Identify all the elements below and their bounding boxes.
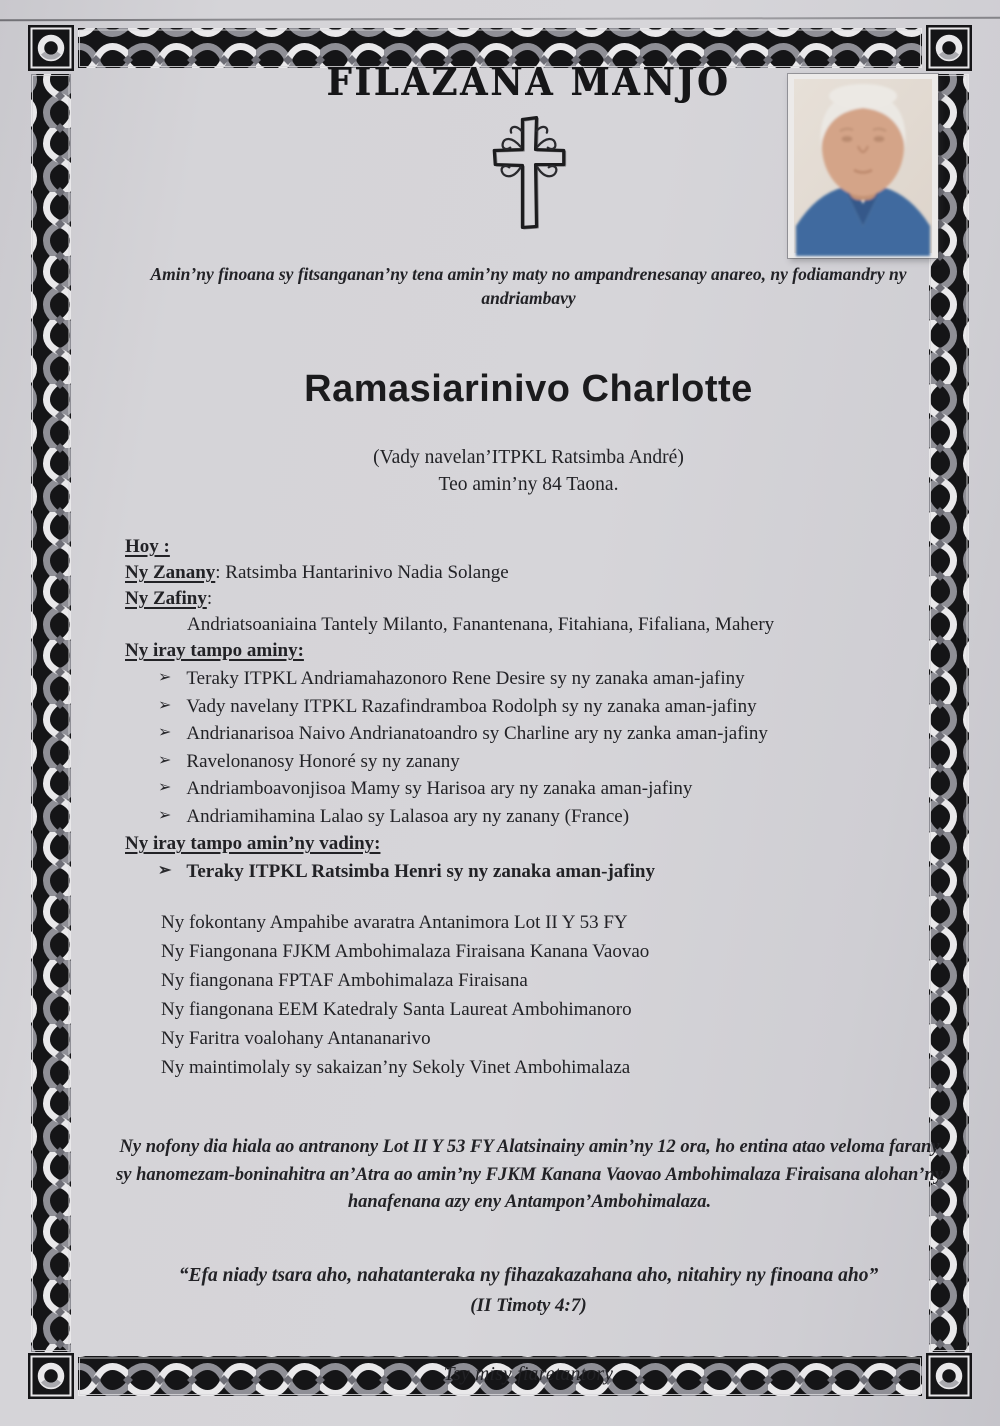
arrow-bullet-icon: ➢: [158, 751, 172, 769]
list-item: ➢ Teraky ITPKL Ratsimba Henri sy ny zanaka aman-jafiny: [158, 859, 932, 884]
spouse-siblings-list: [125, 859, 932, 884]
community-line: Ny Faritra voalohany Antananarivo: [161, 1027, 431, 1049]
children-value: : Ratsimba Hantarinivo Nadia Solange: [215, 562, 509, 584]
siblings-heading: Ny iray tampo aminy:: [125, 640, 304, 662]
closing-note: Tsy misy fiaretantory: [443, 1363, 614, 1385]
list-item: ➢ Andrianarisoa Naivo Andrianatoandro sy Charline ary ny zanka aman-jafiny: [158, 721, 932, 746]
list-item: ➢ Vady navelany ITPKL Razafindramboa Rodolph sy ny zanaka aman-jafiny: [158, 694, 932, 719]
list-item: ➢ Andriamboavonjisoa Mamy sy Harisoa ary ny zanaka aman-jafiny: [158, 776, 932, 801]
grandchildren-value: Andriatsoaniaina Tantely Milanto, Fanantenana, Fitahiana, Fifaliana, Mahery: [187, 614, 775, 636]
arrow-bullet-icon: ➢: [158, 862, 172, 880]
age-note: Teo amin’ny 84 Taona.: [438, 474, 619, 496]
list-item: ➢ Teraky ITPKL Andriamahazonoro Rene Desire sy ny zanaka aman-jafiny: [158, 666, 932, 691]
community-section: [125, 910, 932, 1082]
arrow-bullet-icon: ➢: [158, 696, 172, 714]
arrow-bullet-icon: ➢: [158, 724, 172, 742]
community-line: Ny fokontany Ampahibe avaratra Antanimora Lot II Y 53 FY: [161, 912, 628, 934]
portrait-photo: [788, 74, 938, 258]
children-label: Ny Zanany: [125, 562, 216, 584]
grandchildren-line: [125, 586, 932, 611]
children-line: [125, 560, 932, 585]
bible-quote: “Efa niady tsara aho, nahatanteraka ny fihazakazahana aho, nitahiry ny finoana aho”: [178, 1265, 879, 1287]
arrow-bullet-icon: ➢: [158, 668, 172, 686]
intro-text: Amin’ny finoana sy fitsanganan’ny tena amin’ny maty no ampandrenesanay anareo, ny fodiamandry ny andriambavy: [150, 264, 907, 309]
list-item: ➢ Andriamihamina Lalao sy Lalasoa ary ny zanany (France): [158, 804, 932, 829]
deceased-name: Ramasiarinivo Charlotte: [304, 368, 753, 411]
page-title: FILAZANA MANJO: [326, 59, 731, 105]
grandchildren-colon: :: [206, 588, 213, 610]
family-section: [125, 534, 932, 884]
hoy-line: [125, 534, 932, 559]
spouse-note: (Vady navelan’ITPKL Ratsimba André): [373, 446, 684, 468]
grandchildren-label: Ny Zafiny: [125, 588, 207, 610]
community-line: Ny Fiangonana FJKM Ambohimalaza Firaisana Kanana Vaovao: [161, 941, 650, 963]
bible-reference: (II Timoty 4:7): [470, 1294, 587, 1316]
hoy-label: Hoy :: [125, 536, 170, 558]
document-content: [116, 56, 943, 1386]
community-line: Ny fiangonana FPTAF Ambohimalaza Firaisana: [161, 970, 528, 992]
arrow-bullet-icon: ➢: [158, 806, 172, 824]
community-line: Ny fiangonana EEM Katedraly Santa Laureat Ambohimanoro: [161, 999, 632, 1021]
funeral-announcement: Ny nofony dia hiala ao antranony Lot II Y 53 FY Alatsinainy amin’ny 12 ora, ho entina atao veloma farany sy hanomezam-boninahitra an’Atra ao amin’ny FJKM Kanana Vaovao Ambohimalaza Firaisana alohan’ny hanafenana azy eny Antampon’Ambohimalaza.: [116, 1136, 943, 1213]
arrow-bullet-icon: ➢: [158, 779, 172, 797]
spouse-siblings-heading: Ny iray tampo amin’ny vadiny:: [125, 833, 381, 855]
list-item: ➢ Ravelonanosy Honoré sy ny zanany: [158, 749, 932, 774]
community-line: Ny maintimolaly sy sakaizan’ny Sekoly Vinet Ambohimalaza: [161, 1056, 631, 1078]
siblings-list: [125, 666, 932, 829]
